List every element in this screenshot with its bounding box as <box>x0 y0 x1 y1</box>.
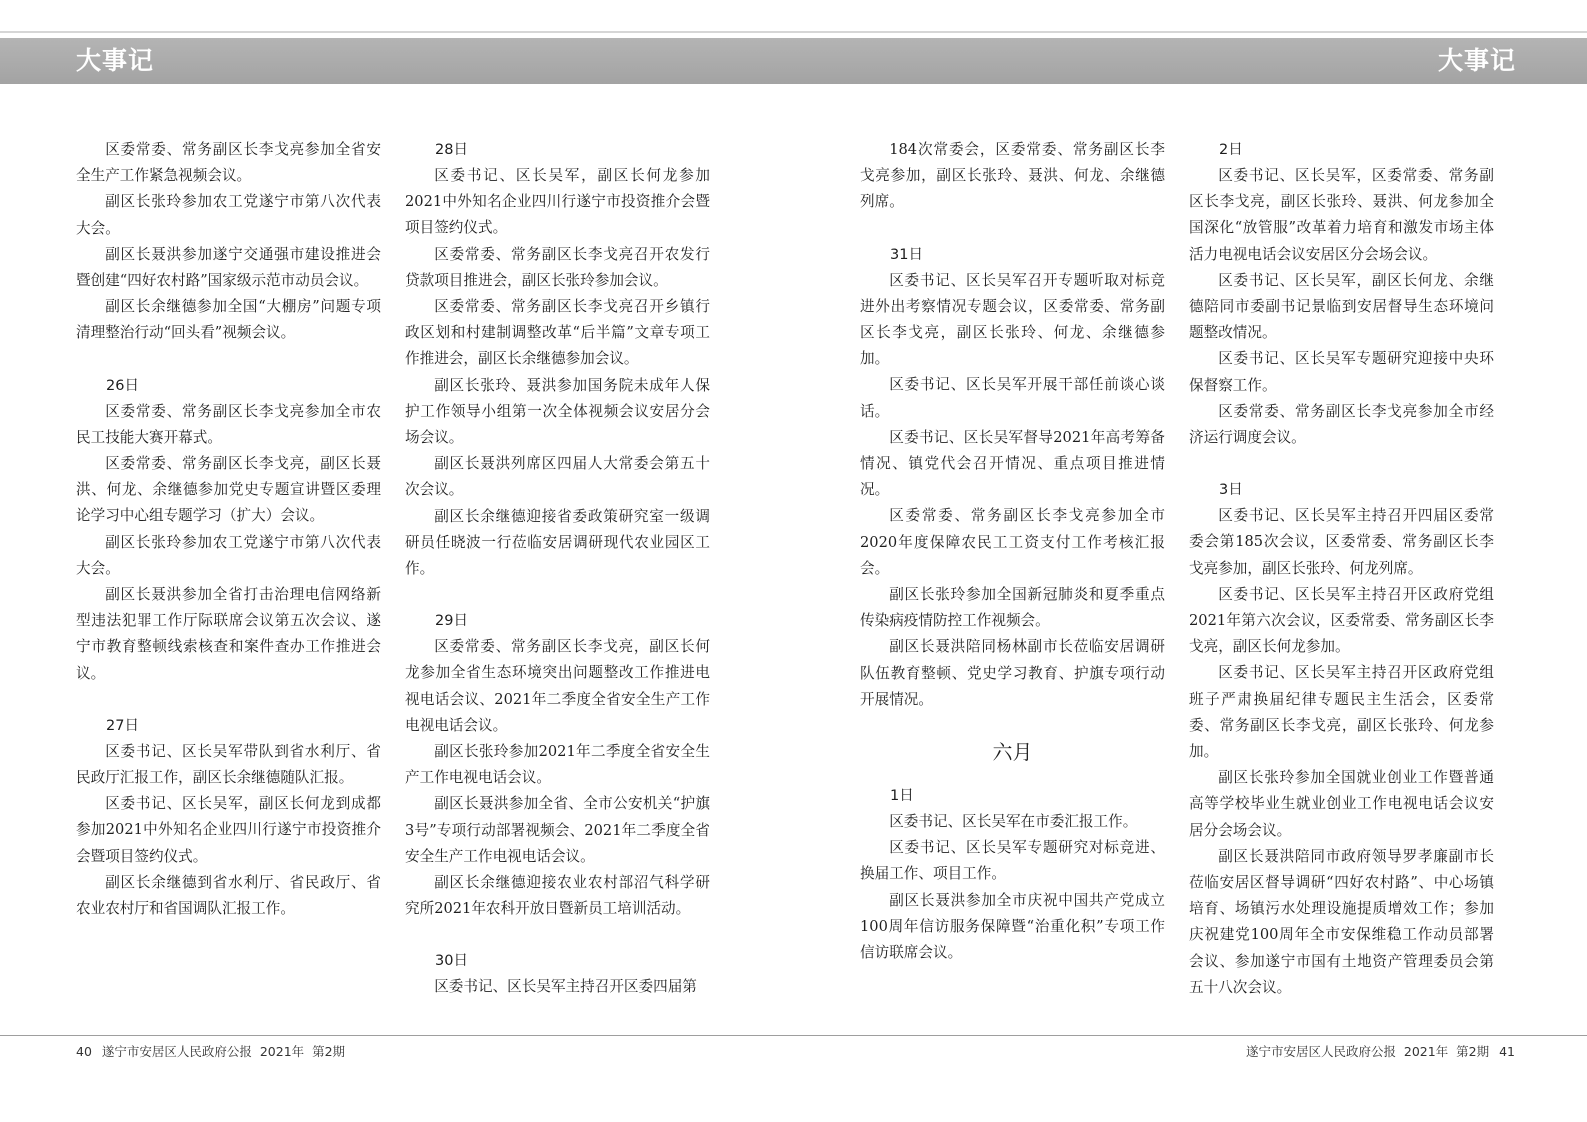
footer-left <box>76 1042 345 1060</box>
page-number-left: 40 <box>76 1044 92 1059</box>
event-item: 副区长聂洪列席区四届人大常委会第五十次会议。 <box>405 455 710 499</box>
date-heading: 29日 <box>435 613 468 630</box>
event-item: 副区长聂洪陪同杨林副市长莅临安居调研队伍教育整顿、党史学习教育、护旗专项行动开展情况。 <box>860 638 1165 708</box>
day-entry <box>405 948 710 1000</box>
event-item: 副区长聂洪参加全省打击治理电信网络新型违法犯罪工作厅际联席会议第五次会议、遂宁市教育整顿线索核查和案件查办工作推进会议。 <box>76 586 381 682</box>
event-item: 副区长张玲参加农工党遂宁市第八次代表大会。 <box>76 533 381 577</box>
date-heading: 1日 <box>890 788 914 805</box>
text-column-1 <box>76 137 381 948</box>
event-item: 区委常委、常务副区长李戈亮，副区长何龙参加全省生态环境突出问题整改工作推进电视电话会议、2021年二季度全省安全生产工作电视电话会议。 <box>405 638 710 734</box>
event-item: 副区长张玲、聂洪参加国务院未成年人保护工作领导小组第一次全体视频会议安居分会场会议。 <box>405 376 710 447</box>
event-item: 区委书记、区长吴军主持召开区政府党组2021年第六次会议，区委常委、常务副区长李戈亮，副区长何龙参加。 <box>1189 585 1494 656</box>
event-item: 区委书记、区长吴军专题研究迎接中央环保督察工作。 <box>1189 350 1494 394</box>
event-item: 区委书记、区长吴军主持召开区政府党组班子严肃换届纪律专题民主生活会，区委常委、常务副区长李戈亮，副区长张玲、何龙参加。 <box>1189 664 1494 761</box>
day-entry <box>76 137 381 347</box>
day-entry <box>76 713 381 922</box>
event-item: 副区长张玲参加全国就业创业工作暨普通高等学校毕业生就业创业工作电视电话会议安居分会场会议。 <box>1189 769 1494 839</box>
page-number-right: 41 <box>1499 1044 1515 1059</box>
day-entry <box>76 373 381 687</box>
day-entry <box>405 137 710 582</box>
event-item: 184次常委会，区委常委、常务副区长李戈亮参加，副区长张玲、聂洪、何龙、余继德列席。 <box>860 141 1165 211</box>
day-entry <box>1189 137 1494 451</box>
event-item: 副区长聂洪参加全省、全市公安机关“护旗3号”专项行动部署视频会、2021年二季度全省安全生产工作电视电话会议。 <box>405 795 710 865</box>
section-title-left: 大事记 <box>76 46 155 75</box>
day-entry <box>405 608 710 922</box>
event-item: 区委书记、区长吴军，副区长何龙、余继德陪同市委副书记景临到安居督导生态环境问题整改情况。 <box>1189 271 1494 342</box>
publication-info-left: 遂宁市安居区人民政府公报 2021年 第2期 <box>101 1044 346 1059</box>
event-item: 区委书记、区长吴军主持召开区委四届第 <box>434 978 697 996</box>
day-entry <box>860 242 1165 713</box>
event-item: 区委常委、常务副区长李戈亮召开农发行贷款项目推进会，副区长张玲参加会议。 <box>405 245 710 289</box>
event-item: 区委书记、区长吴军，区委常委、常务副区长李戈亮，副区长张玲、聂洪、何龙参加全国深化“放管服”改革着力培育和激发市场主体活力电视电话会议安居区分会场会议。 <box>1189 167 1494 263</box>
month-heading: 六月 <box>992 740 1033 765</box>
event-item: 副区长聂洪参加全市庆祝中国共产党成立100周年信访服务保障暨“治重化积”专项工作信访联席会议。 <box>860 891 1165 962</box>
event-item: 区委书记、区长吴军，副区长何龙参加2021中外知名企业四川行遂宁市投资推介会暨项目签约仪式。 <box>405 167 710 237</box>
footer-right <box>1246 1042 1515 1060</box>
event-item: 区委书记、区长吴军专题研究对标竞进、换届工作、项目工作。 <box>860 839 1165 883</box>
section-header-bar <box>0 38 1587 84</box>
date-heading: 27日 <box>106 717 139 734</box>
date-heading: 26日 <box>106 377 139 394</box>
event-item: 区委常委、常务副区长李戈亮参加全市经济运行调度会议。 <box>1189 402 1494 447</box>
publication-info-right: 遂宁市安居区人民政府公报 2021年 第2期 <box>1245 1044 1490 1059</box>
event-item: 区委常委、常务副区长李戈亮参加全市2020年度保障农民工工资支付工作考核汇报会。 <box>860 507 1165 577</box>
event-item: 区委书记、区长吴军召开专题听取对标竞进外出考察情况专题会议，区委常委、常务副区长李戈亮，副区长张玲、何龙、余继德参加。 <box>860 271 1165 368</box>
date-heading: 31日 <box>890 246 923 263</box>
event-item: 区委常委、常务副区长李戈亮参加全省安全生产工作紧急视频会议。 <box>76 141 381 185</box>
event-item: 区委书记、区长吴军督导2021年高考筹备情况、镇党代会召开情况、重点项目推进情况。 <box>860 428 1165 499</box>
section-title-right: 大事记 <box>1437 46 1516 75</box>
date-heading: 30日 <box>435 953 468 970</box>
text-column-3 <box>860 137 1165 992</box>
event-item: 区委常委、常务副区长李戈亮，副区长聂洪、何龙、余继德参加党史专题宣讲暨区委理论学习中心组专题学习（扩大）会议。 <box>76 455 381 525</box>
event-item: 区委常委、常务副区长李戈亮召开乡镇行政区划和村建制调整改革“后半篇”文章专项工作推进会，副区长余继德参加会议。 <box>405 298 710 368</box>
event-item: 区委书记、区长吴军在市委汇报工作。 <box>889 813 1138 831</box>
event-item: 区委书记、区长吴军，副区长何龙到成都参加2021中外知名企业四川行遂宁市投资推介会暨项目签约仪式。 <box>76 795 381 865</box>
text-column-2 <box>405 137 710 1027</box>
date-heading: 2日 <box>1219 142 1243 158</box>
event-item: 区委书记、区长吴军开展干部任前谈心谈话。 <box>860 376 1165 420</box>
event-item: 副区长聂洪参加遂宁交通强市建设推进会暨创建“四好农村路”国家级示范市动员会议。 <box>76 245 381 290</box>
event-item: 区委书记、区长吴军主持召开四届区委常委会第185次会议，区委常委、常务副区长李戈亮参加，副区长张玲、何龙列席。 <box>1189 507 1494 577</box>
event-item: 区委常委、常务副区长李戈亮参加全市农民工技能大赛开幕式。 <box>76 402 381 446</box>
day-entry <box>1189 477 1494 1001</box>
top-rule <box>0 31 1587 33</box>
event-item: 副区长余继德迎接农业农村部沼气科学研究所2021年农科开放日暨新员工培训活动。 <box>405 874 710 918</box>
text-column-4 <box>1189 137 1494 1027</box>
date-heading: 3日 <box>1219 482 1243 499</box>
event-item: 副区长余继德参加全国“大棚房”问题专项清理整治行动“回头看”视频会议。 <box>76 298 381 342</box>
day-entry <box>860 137 1165 216</box>
event-item: 副区长张玲参加农工党遂宁市第八次代表大会。 <box>76 193 381 237</box>
event-item: 副区长聂洪陪同市政府领导罗孝廉副市长莅临安居区督导调研“四好农村路”、中心场镇培育、场镇污水处理设施提质增效工作；参加庆祝建党100周年全市安保维稳工作动员部署会议、参加遂宁市国有土地资产管理委员会第五十八次会议。 <box>1189 847 1494 996</box>
event-item: 副区长张玲参加全国新冠肺炎和夏季重点传染病疫情防控工作视频会。 <box>860 586 1165 630</box>
day-entry <box>860 783 1165 966</box>
footer-rule <box>0 1035 1587 1036</box>
date-heading: 28日 <box>435 142 468 158</box>
event-item: 区委书记、区长吴军带队到省水利厅、省民政厅汇报工作，副区长余继德随队汇报。 <box>76 742 381 787</box>
event-item: 副区长余继德迎接省委政策研究室一级调研员任晓波一行莅临安居调研现代农业园区工作。 <box>405 507 710 578</box>
event-item: 副区长余继德到省水利厅、省民政厅、省农业农村厅和省国调队汇报工作。 <box>76 873 381 918</box>
event-item: 副区长张玲参加2021年二季度全省安全生产工作电视电话会议。 <box>405 743 710 787</box>
